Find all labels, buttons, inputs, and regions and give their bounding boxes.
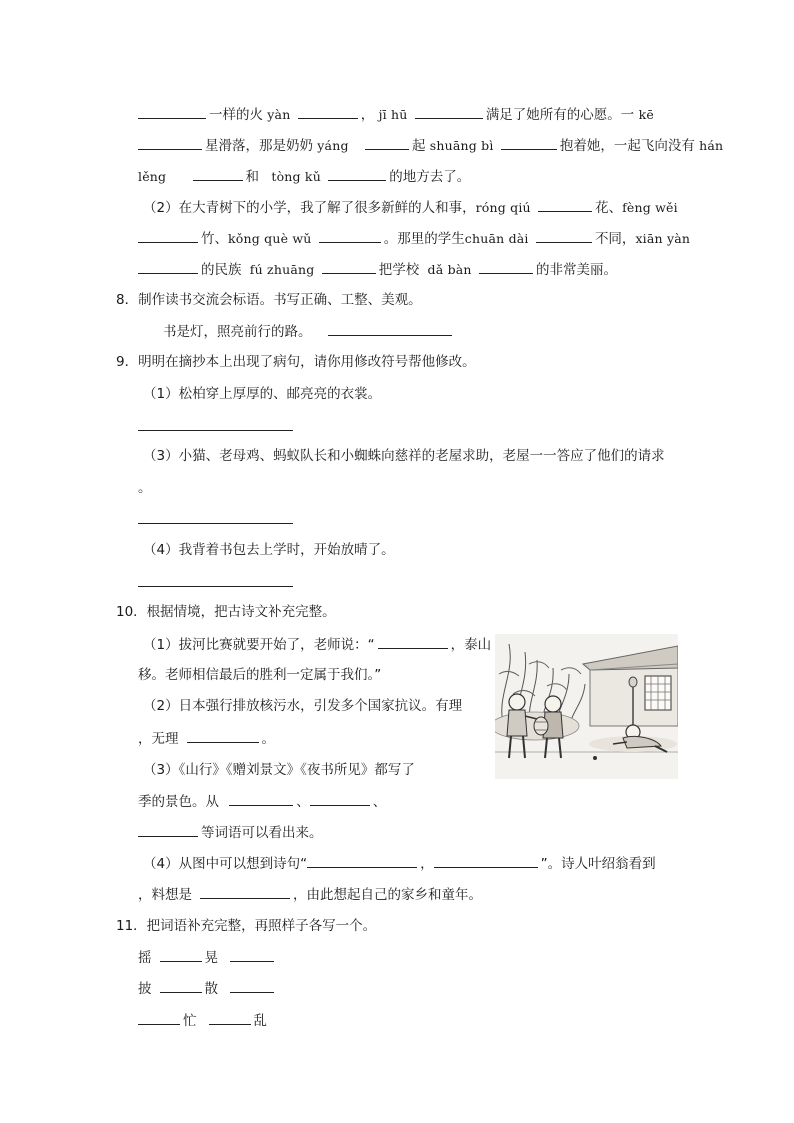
answer-blank[interactable] bbox=[200, 884, 290, 899]
answer-blank[interactable] bbox=[307, 853, 417, 868]
children-catching-crickets-illustration bbox=[495, 634, 678, 779]
pinyin: chuān dài bbox=[464, 231, 529, 246]
answer-blank[interactable] bbox=[536, 228, 592, 243]
pinyin: tòng kǔ bbox=[271, 169, 321, 184]
q9-sentence-3: （3）小猫、老母鸡、蚂蚁队长和小蜘蛛向慈祥的老屋求助，老屋一一答应了他们的请求 bbox=[143, 448, 665, 464]
q9-sentence-4: （4）我背着书包去上学时，开始放晴了。 bbox=[143, 542, 395, 558]
answer-blank[interactable] bbox=[160, 978, 202, 993]
q10-part-1: （1）拔河比赛就要开始了，老师说：“ ，泰山 bbox=[143, 634, 491, 655]
pinyin: jī hū bbox=[378, 107, 408, 122]
q9-sentence-1: （1）松柏穿上厚厚的、邮亮亮的衣裳。 bbox=[143, 386, 382, 402]
q10-part-4: （4）从图中可以想到诗句“ ， ”。诗人叶绍翁看到 bbox=[143, 853, 656, 874]
answer-blank[interactable] bbox=[434, 853, 538, 868]
answer-blank[interactable] bbox=[138, 822, 198, 837]
pinyin: hán bbox=[699, 138, 724, 153]
answer-blank[interactable] bbox=[230, 947, 274, 962]
q7-line-4: （2）在大青树下的小学，我了解了很多新鲜的人和事，róng qiú 花、fèng wěi bbox=[143, 197, 678, 218]
q10-part-4-cont: ，料想是 ，由此想起自己的家乡和童年。 bbox=[138, 884, 482, 905]
q10-part-2-cont: ，无理 。 bbox=[138, 728, 275, 749]
q9-answer-line-1[interactable] bbox=[138, 430, 293, 431]
q10-part-3: （3）《山行》《赠刘景文》《夜书所见》都写了 bbox=[143, 762, 415, 778]
q11-row-3: 忙 乱 bbox=[138, 1010, 267, 1031]
q9-answer-line-3[interactable] bbox=[138, 523, 293, 524]
pinyin: yàn bbox=[267, 107, 291, 122]
answer-blank[interactable] bbox=[138, 135, 202, 150]
answer-blank[interactable] bbox=[138, 1010, 180, 1025]
answer-blank[interactable] bbox=[138, 104, 206, 119]
answer-blank[interactable] bbox=[378, 634, 448, 649]
q10-part-3-end: 等词语可以看出来。 bbox=[138, 822, 323, 843]
answer-blank[interactable] bbox=[187, 728, 259, 743]
q8-title: 8．制作读书交流会标语。书写正确、工整、美观。 bbox=[116, 292, 422, 308]
q7-line-6: 的民族 fú zhuāng 把学校 dǎ bàn 的非常美丽。 bbox=[138, 259, 617, 280]
copy-slogan-blank[interactable] bbox=[328, 321, 452, 336]
answer-blank[interactable] bbox=[479, 259, 533, 274]
pinyin: kǒng què wǔ bbox=[228, 231, 312, 246]
pinyin: kē bbox=[638, 107, 654, 122]
answer-blank[interactable] bbox=[209, 1010, 251, 1025]
q8-slogan-line bbox=[163, 321, 455, 342]
q9-sentence-3-end: 。 bbox=[138, 480, 152, 496]
q11-title: 11．把词语补充完整，再照样子各写一个。 bbox=[116, 918, 377, 934]
answer-blank[interactable] bbox=[322, 259, 376, 274]
q7-line-1: 一样的火 yàn ， jī hū 满足了她所有的心愿。一 kē bbox=[138, 104, 654, 125]
q7-line-3: lěng 和 tòng kǔ 的地方去了。 bbox=[138, 166, 470, 187]
pinyin: lěng bbox=[138, 169, 167, 184]
answer-blank[interactable] bbox=[365, 135, 409, 150]
q9-title: 9．明明在摘抄本上出现了病句，请你用修改符号帮他修改。 bbox=[116, 354, 476, 370]
pinyin: xiān yàn bbox=[635, 231, 691, 246]
q7-line-2: 星滑落，那是奶奶 yáng 起 shuāng bì 抱着她，一起飞向没有 hán bbox=[138, 135, 723, 156]
q11-row-2: 披 散 bbox=[138, 978, 277, 999]
pinyin: yáng bbox=[317, 138, 349, 153]
answer-blank[interactable] bbox=[230, 978, 274, 993]
pinyin: róng qiú bbox=[475, 200, 531, 215]
q10-part-3-cont: 季的景色。从 、 、 bbox=[138, 791, 386, 812]
q10-part-1-cont: 移。老师相信最后的胜利一定属于我们。” bbox=[138, 667, 382, 683]
answer-blank[interactable] bbox=[415, 104, 483, 119]
answer-blank[interactable] bbox=[328, 166, 386, 181]
answer-blank[interactable] bbox=[298, 104, 358, 119]
illustration-svg bbox=[495, 634, 678, 779]
pinyin: shuāng bì bbox=[429, 138, 494, 153]
answer-blank[interactable] bbox=[229, 791, 293, 806]
answer-blank[interactable] bbox=[319, 228, 381, 243]
q7-line-5: 竹、kǒng què wǔ 。那里的学生chuān dài 不同，xiān yàn bbox=[138, 228, 690, 249]
answer-blank[interactable] bbox=[538, 197, 592, 212]
pinyin: dǎ bàn bbox=[427, 262, 472, 277]
q10-part-2: （2）日本强行排放核污水，引发多个国家抗议。有理 bbox=[143, 698, 463, 714]
q9-answer-line-4[interactable] bbox=[138, 586, 293, 587]
answer-blank[interactable] bbox=[501, 135, 557, 150]
answer-blank[interactable] bbox=[193, 166, 243, 181]
answer-blank[interactable] bbox=[138, 259, 198, 274]
pinyin: fú zhuāng bbox=[249, 262, 315, 277]
q11-row-1: 摇 晃 bbox=[138, 947, 277, 968]
slogan-text: 书是灯，照亮前行的路。 bbox=[163, 324, 312, 340]
pinyin: fèng wěi bbox=[622, 200, 678, 215]
answer-blank[interactable] bbox=[310, 791, 370, 806]
answer-blank[interactable] bbox=[138, 228, 198, 243]
answer-blank[interactable] bbox=[160, 947, 202, 962]
q10-title: 10．根据情境，把古诗文补充完整。 bbox=[116, 604, 336, 620]
